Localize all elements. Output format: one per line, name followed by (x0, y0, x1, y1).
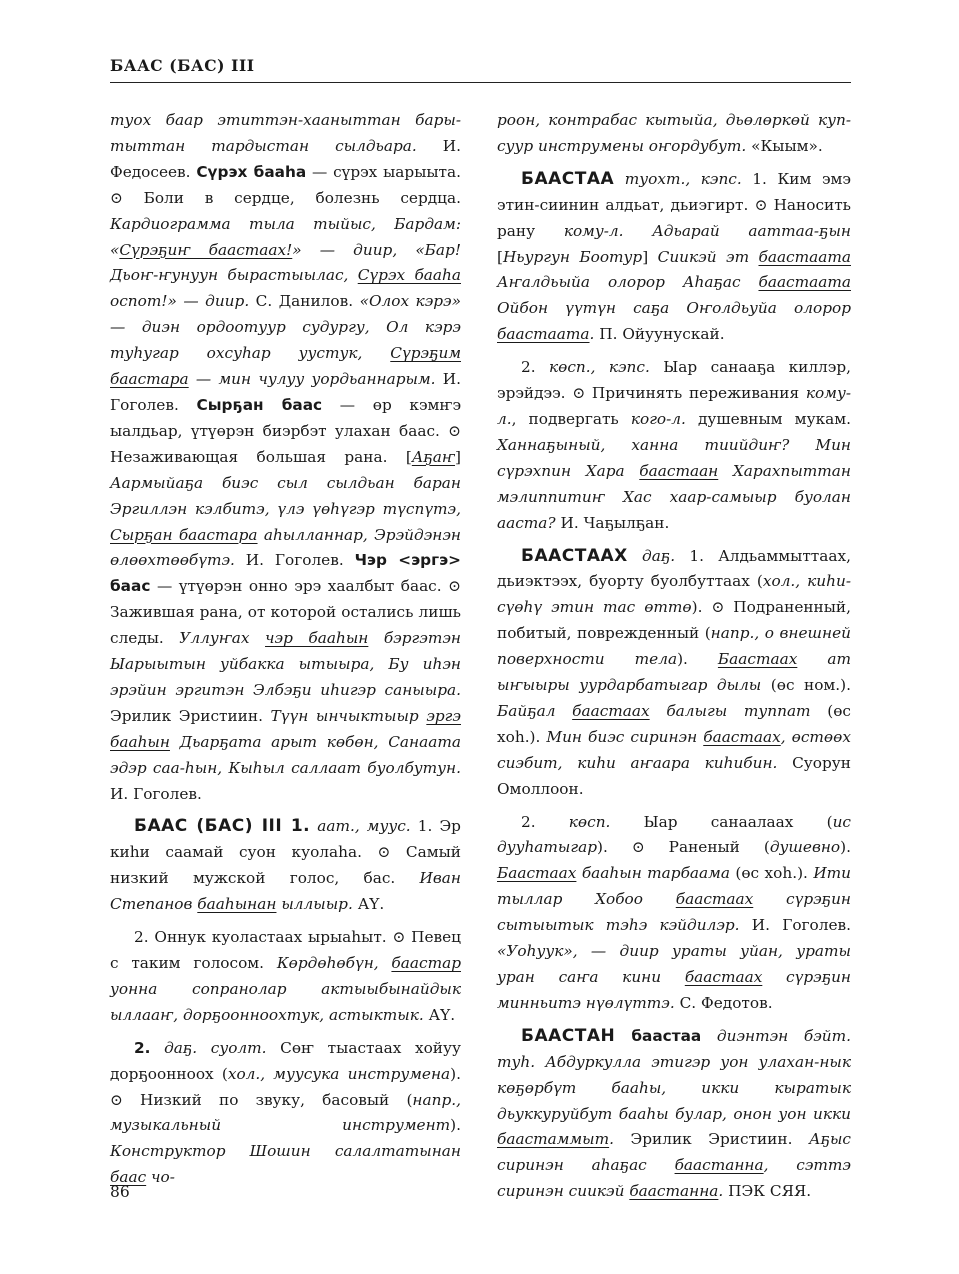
text-run: көсп. (535, 812, 611, 831)
page-number: 86 (110, 1183, 130, 1201)
example-keyword: бааһынан (197, 895, 277, 914)
text-run: көсп., кэпс. (535, 358, 650, 377)
entry-baastaah (497, 544, 851, 803)
text-run: оспот!» — диир. (110, 292, 250, 311)
example-keyword: Баастаах (497, 864, 577, 883)
text-run: АҮ. (352, 895, 385, 914)
text-run: (өс ном.). (761, 676, 851, 695)
text-run: Конструктор Шошин салалтатынан (110, 1142, 461, 1161)
text-run: «Кыым». (746, 136, 823, 155)
text-run: 2. (134, 1038, 151, 1057)
text-run: кого-л. (630, 409, 686, 428)
text-run: И. Федосеев. (110, 136, 461, 181)
example-keyword: Сүрэх бааһа (357, 266, 461, 285)
entry-baas-bas-iii (110, 814, 461, 918)
text-run: — сүрэх ыарыыта. ⊙ Боли в сердце, болезнь сердца. (110, 162, 461, 207)
text-run: 2. (521, 812, 536, 831)
text-run: напр., о внешней поверхности тела (497, 624, 851, 669)
example-keyword: баастаах (572, 701, 650, 720)
example-keyword: баастаан (639, 461, 719, 480)
text-run: аат., мууc. (310, 817, 411, 836)
example-keyword: Сүрэҕим баастара (110, 344, 461, 389)
text-run: ПЭК СЯЯ. (723, 1182, 812, 1201)
text-run: 2. (521, 358, 536, 377)
text-run: ис дууһатыгар (497, 812, 851, 857)
entry-continuation (110, 108, 461, 807)
text-run: Уллуҥах (179, 629, 266, 648)
text-run: — үтүөрэн онно эрэ хаалбыт баас. ⊙ Зажившая рана, от которой остались лишь следы. (110, 577, 461, 648)
example-keyword: баастаах (684, 968, 763, 986)
text-run: Көрдөһөбүн, (276, 954, 392, 972)
entry-sense-adj (110, 1036, 461, 1191)
text-run: И. Гоголев. (739, 916, 851, 935)
text-run: Аҕыс сиринэн аһаҕас (497, 1130, 851, 1175)
entry-baastaa (497, 167, 851, 348)
example-keyword: бааһын (110, 732, 170, 751)
text-run: туох баар этиттэн-хааныттан бары-тыттан тардыстан сылдьара. (110, 111, 461, 155)
running-head: БААС (БАС) III (110, 56, 255, 75)
example-keyword: баастаммыт (497, 1130, 610, 1149)
text-run: Харахпыттан мэлиппитиҥ Хас хаар-самыыр буолан ааста? (497, 461, 851, 532)
text-run: даҕ. суолт. (150, 1038, 267, 1057)
text-run: душевно (769, 838, 841, 857)
text-run: И. Чаҕылҕан. (555, 513, 670, 532)
text-run: ). ⊙ Низкий по звуку, басовый ( (110, 1064, 462, 1109)
entry-baastan (497, 1024, 851, 1205)
text-run: Байҕал (497, 701, 573, 720)
text-run: Сиикэй эт (657, 247, 759, 266)
text-run: Чэр <эргэ> баас (110, 551, 461, 596)
text-run: [ (497, 247, 503, 266)
text-run: напр., музыкальный инструмент (110, 1090, 461, 1135)
entry-baastaa-sense-2 (497, 355, 851, 536)
text-run: И. Гоголев. (234, 551, 355, 570)
text-run: аһылланнар, Эрэйдэнэн өлөөхтөөбүтэ. (110, 525, 461, 570)
text-run: Аармыйаҕа биэс сыл сылдьан баран Эргиллэн кэлбитэ, үлэ үөһүгэр түспүтэ, (110, 473, 461, 518)
text-run: Мин биэс сиринэн (546, 727, 704, 746)
example-keyword: Сырҕан баастара (110, 525, 258, 544)
text-run: (өс хоһ.). (497, 701, 852, 746)
text-run: » — диир, «Бар! Дьоҥ-ҥунуун быраcтыылас, (110, 240, 461, 285)
example-keyword: Аҕаҥ (411, 447, 456, 466)
text-run: Дьарҕата арыт көбөн, Санаата эдэр саа-һын, Кыһыл саллаат буолбутун. (110, 732, 461, 777)
text-run: Ити тыллар Хобоо (497, 864, 852, 909)
text-run: ] (642, 247, 658, 266)
text-run: Иван Степанов (110, 869, 461, 914)
text-run: С. Данилов. (249, 292, 360, 311)
example-keyword: эргэ (426, 706, 461, 725)
text-run: уонна сопранолар актыыбынайдык ыллааҥ, дорҕоонноохтук, астыктык. (110, 979, 461, 1024)
headword: БААСТААХ (521, 545, 628, 566)
text-run: хол., муусука инструмена (227, 1064, 451, 1083)
text-run: Ыар санааҕа киллэр, эрэйдээ. ⊙ Причинять переживания (497, 358, 851, 403)
text-run: И. Гоголев. (110, 784, 202, 803)
text-run: ). ⊙ Подраненный, побитый, поврежденный ( (497, 598, 851, 643)
text-run: . (718, 1182, 724, 1201)
example-keyword: баас (110, 1168, 147, 1187)
entry-continuation-right (497, 108, 851, 160)
example-keyword: Баастаах (717, 650, 798, 669)
text-run: — өр кэмҥэ ыалдьар, үтүөрэн биэрбэт улахан баас. ⊙ Незаживающая большая рана. [ (110, 395, 462, 466)
text-run: 1. Алдьаммыттаах, дьиэктээх, буорту буолбуттаах ( (497, 546, 851, 591)
text-run: кому-л. (497, 384, 851, 428)
example-keyword: баастар (391, 954, 461, 972)
text-run: «Уоһуук», — диир ураты уйан, ураты уран саҥа кини (497, 942, 851, 986)
text-run: . (609, 1130, 614, 1149)
text-run: С. Федотов. (674, 993, 773, 1012)
right-column (497, 108, 851, 1212)
text-run: АҮ. (423, 1005, 456, 1024)
example-keyword: баастаата (758, 273, 851, 292)
text-run: балыгы туппат (649, 701, 811, 720)
text-run: 2. Оннук куоластаах ырыаһыт. ⊙ Певец с таким голосом. (110, 928, 461, 972)
text-run: Аҥалдьыйа олорор Аһаҕас (497, 273, 759, 292)
text-run: Эрилик Эристиин. (110, 706, 271, 725)
text-run: бааһын тарбаама (576, 864, 730, 883)
headword: БААСТАА (521, 168, 615, 189)
example-keyword: чэр бааһын (265, 629, 369, 648)
example-keyword: баастаата (497, 325, 590, 344)
text-run: даҕ. (627, 546, 676, 565)
header-rule (110, 82, 851, 83)
text-run: Ньургун Боотур (502, 247, 643, 266)
text-run: ). ⊙ Раненый ( (597, 838, 770, 857)
example-keyword: баастанна (674, 1156, 764, 1175)
text-run: чо- (146, 1168, 175, 1187)
text-run: Суорун Омоллоон. (497, 753, 851, 798)
text-run: , сэттэ сиринэн сиикэй (497, 1156, 851, 1201)
headword: БААС (БАС) III 1. (134, 816, 311, 837)
text-run: П. Ойуунускай. (594, 325, 725, 344)
example-keyword: Сүрэҕиҥ баастаах! (119, 240, 293, 259)
text-run: , подвергать (511, 409, 631, 428)
text-run: кому-л. Адьарай ааттаа-ҕын (563, 221, 851, 240)
example-keyword: баастаах (703, 727, 781, 746)
text-run: И. Гоголев. (110, 370, 461, 414)
text-run: сүрэҕин сытыытык тэһэ кэйдилэр. (497, 890, 852, 935)
text-run: ). (677, 650, 718, 669)
text-run: Сөҥ тыастаах хойуу дорҕооннооx ( (110, 1038, 461, 1083)
text-run: . (589, 325, 595, 344)
text-run: хол., киһи-сүөһү этин тас өттө (497, 572, 851, 617)
text-run: ыллыыр. (276, 895, 353, 914)
text-run: «Олох кэрэ» — диэн ордоотуур судургу, Ол кэрэ туһугар охсуһар ууcтук, (110, 292, 461, 363)
text-run: баастаа (615, 1026, 702, 1045)
text-run: бэргэтэн Ыарыытын уйбакка ытыыра, Бу иһэн эрэйин эргитэн Элбэҕи иһигэр саныыра. (110, 629, 461, 699)
text-run: Сырҕан баас (196, 395, 323, 414)
text-run: ат ыҥыыры уурдарбатыгар дылы (497, 650, 851, 695)
example-keyword: баастаата (758, 247, 851, 266)
text-run: душевным мукам. (685, 409, 852, 428)
text-run: Ыар санаалаах ( (610, 812, 833, 831)
text-run: ). (840, 838, 851, 857)
text-run: Кардиограмма тыла тыйыс, Бардам: « (110, 214, 461, 259)
text-run: Эрилик Эристиин. (613, 1130, 809, 1149)
text-run: 1. Ким эмэ этин-сиинин алдьат, дьиэгирт. ⊙ Наносить рану (497, 169, 851, 240)
text-run: ). (450, 1116, 461, 1135)
text-run: диэнтэн бэйт. туһ. Абдуркулла этигэр уон улахан-нык көҕөрбүт бааһы, икки кыратык дьуккуруйбут бааһы булар, онон уон икки (497, 1026, 851, 1123)
entry-sense-2 (110, 925, 461, 1029)
text-run: — мин чулуу уордьаннарым. (188, 370, 436, 389)
text-run: Түүн ынчыктыыр (270, 706, 427, 725)
text-run: Сүрэх бааһа (196, 162, 307, 181)
text-run: сүрэҕин минньитэ нүөлүттэ. (497, 968, 852, 1012)
text-run: Ханнаҕыный, ханна тиийдиҥ? Мин сүрэхпин Хара (497, 435, 851, 480)
example-keyword: баастанна (629, 1182, 719, 1201)
entry-baastaah-sense-2 (497, 810, 851, 1017)
text-run: (өс хоһ.). (729, 864, 814, 883)
left-column (110, 108, 461, 1198)
text-run: туохт., кэпс. (614, 169, 742, 188)
text-run: 1. Эр киһи саамай суон куолаһа. ⊙ Самый низкий мужской голос, бас. (110, 817, 461, 888)
headword: БААСТАН (521, 1025, 616, 1046)
example-keyword: баастаах (675, 890, 754, 909)
text-run: ] (455, 447, 461, 466)
text-run: Ойбон үүтүн саҕа Оҥолдьуйа олорор (497, 299, 851, 318)
text-run: , өстөөх сиэбит, киһи аҥаара киһибин. (497, 727, 851, 772)
text-run: роон, контрабас кытыйа, дьөлөркөй куп-суур инструмены оҥордубут. (497, 111, 851, 155)
